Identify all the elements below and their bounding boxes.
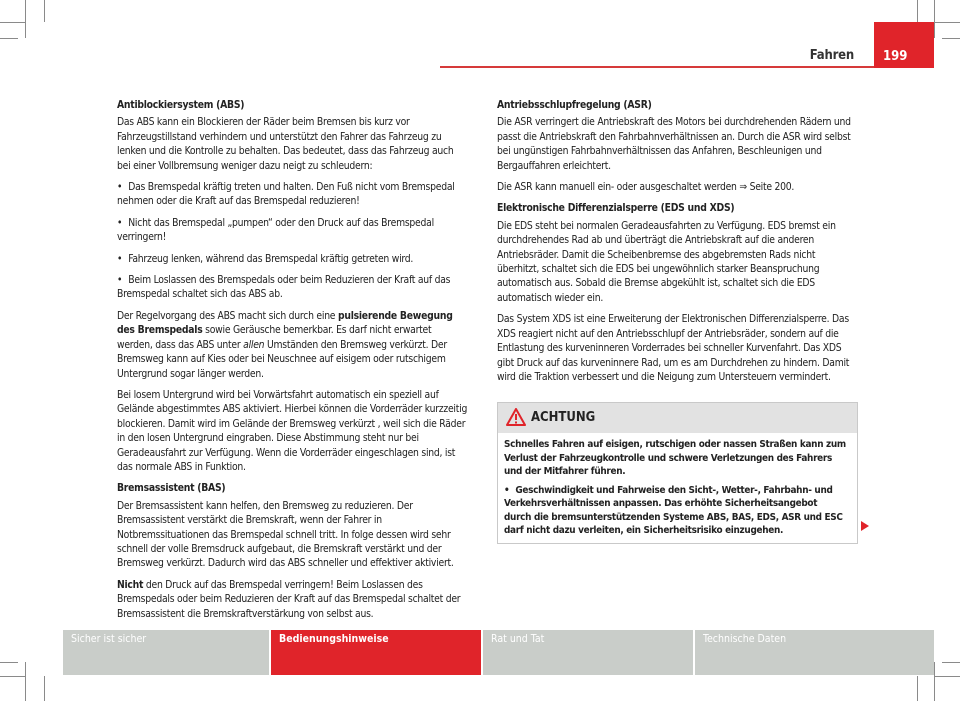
regel-post: Umständen den Bremsweg verkürzt. Der Bremsweg kann auf Kies oder bei Neuschnee auf eisigem oder rutschigem Untergrund sogar länger werden. xyxy=(117,338,447,380)
abs-loser-untergrund: Bei losem Untergrund wird bei Vorwärtsfahrt automatisch ein speziell auf Gelände abgestimmtes ABS aktiviert. Hierbei können die Vorderräder kurzzeitig blockieren. Damit wird im Gelände der Bremsweg verkürzt , weil sich die Räder in den losen Untergrund eingraben. Diese Abstimmung steht nur bei Geradeausfahrt zur Verfügung. Wenn die Vorderräder eingeschlagen sind, ist das normale ABS in Funktion. xyxy=(117,388,468,473)
xds-text: Das System XDS ist eine Erweiterung der Elektronischen Differenzialsperre. Das XDS reagiert nicht auf den Antriebsschlupf der Antriebsräder, sondern auf die Entlastung des kurveninneren Vorderrades bei schneller Kurvenfahrt. Das XDS gibt Druck auf das kurveninnere Rad, um es am Durchdrehen zu hindern. Damit wird die Traktion verbessert und die Neigung zum Untersteuern vermindert. xyxy=(497,313,850,383)
regel-pre: Der Regelvorgang des ABS macht sich durch eine xyxy=(117,309,338,322)
page-number-box xyxy=(874,22,934,68)
crop-mark xyxy=(934,22,960,23)
crop-mark xyxy=(25,662,26,701)
right-column xyxy=(497,98,854,391)
crop-mark xyxy=(934,662,935,701)
header-rule xyxy=(440,66,874,68)
bas-nicht xyxy=(117,578,469,621)
warning-bullet-text: Geschwindigkeit und Fahrweise den Sicht-, Wetter-, Fahrbahn- und Verkehrsverhältnissen anpassen. Das erhöhte Sicherheitsangebot durch die bremsunterstützenden Systeme ABS, BAS, EDS, ASR und ESC darf nicht dazu verleiten, ein Sicherheitsrisiko einzugehen. xyxy=(504,484,843,536)
abs-bullet-text: Fahrzeug lenken, während das Bremspedal kräftig getreten wird. xyxy=(128,252,414,265)
warning-title: ACHTUNG xyxy=(531,410,596,425)
crop-mark xyxy=(917,676,918,701)
crop-mark xyxy=(44,0,45,22)
abs-bullet: • Das Bremspedal kräftig treten und halten. Den Fuß nicht vom Bremspedal nehmen oder die Kraft auf das Bremspedal reduzieren! xyxy=(117,181,455,208)
crop-mark xyxy=(934,676,960,677)
asr-switch: Die ASR kann manuell ein- oder ausgeschaltet werden ⇒ Seite 200. xyxy=(497,181,795,194)
crop-mark xyxy=(25,0,26,38)
crop-mark xyxy=(934,0,935,38)
crop-mark xyxy=(0,38,18,39)
warning-text: Schnelles Fahren auf eisigen, rutschigen oder nassen Straßen kann zum Verlust der Fahrzeugkontrolle und schwere Verletzungen des Fahrers und der Mitfahrer führen. xyxy=(504,439,846,477)
eds-text: Die EDS steht bei normalen Geradeausfahrten zu Verfügung. EDS bremst ein durchdrehendes Rad ab und überträgt die Antriebskraft auf die anderen Antriebsräder. Damit die Scheibenbremse des abgebremsten Rads nicht überhitzt, schaltet sich die EDS bei ungewöhnlich starker Beanspruchung automatisch aus. Sobald die Bremse abgekühlt ist, schaltet sich die EDS automatisch wieder ein. xyxy=(497,219,836,304)
crop-mark xyxy=(942,38,960,39)
nicht-bold: Nicht xyxy=(117,578,144,591)
regel-bold: pulsierende Bewegung des Bremspedals xyxy=(117,309,453,337)
abs-bullet: • Fahrzeug lenken, während das Bremspedal kräftig getreten wird. xyxy=(117,252,414,265)
abs-heading: Antiblockiersystem (ABS) xyxy=(117,99,245,111)
crop-mark xyxy=(942,662,960,663)
crop-mark xyxy=(0,662,18,663)
warning-header xyxy=(498,403,857,433)
bas-heading: Bremsassistent (BAS) xyxy=(117,482,226,495)
regel-mid: sowie Geräusche bemerkbar. Es darf nicht erwartet werden, dass das ABS unter xyxy=(117,324,432,351)
eds-heading: Elektronische Differenzialsperre (EDS und XDS) xyxy=(497,202,735,215)
crop-mark xyxy=(0,22,25,23)
crop-mark xyxy=(917,0,918,22)
bas-text: Der Bremsassistent kann helfen, den Bremsweg zu reduzieren. Der Bremsassistent verstärkt die Bremskraft, wenn der Fahrer in Notbremssituationen das Bremspedal schnell tritt. In folge dessen wird sehr schnell der volle Bremsdruck aufgebaut, die Bremskraft verstärkt und der Bremsweg verkürzt. Dadurch wird das ABS schneller und effektiver aktiviert. xyxy=(117,499,454,570)
footer-tab-label: Rat und Tat xyxy=(491,633,545,645)
asr-heading: Antriebsschlupfregelung (ASR) xyxy=(497,99,652,111)
abs-bullet-text: Das Bremspedal kräftig treten und halten. Den Fuß nicht vom Bremspedal nehmen oder die Kraft auf das Bremspedal reduzieren! xyxy=(117,181,455,208)
crop-mark xyxy=(44,676,45,701)
abs-bullet-text: Nicht das Bremspedal „pumpen“ oder den Druck auf das Bremspedal verringern! xyxy=(117,216,434,244)
asr-text: Die ASR verringert die Antriebskraft des Motors bei durchdrehenden Rädern und passt die Antriebskraft den Fahrbahnverhältnissen an. Durch die ASR wird selbst bei ungünstigen Fahrbahnverhältnissen das Anfahren, Beschleunigen und Bergauffahren erleichtert. xyxy=(497,116,851,172)
continue-arrow-icon xyxy=(861,521,869,531)
regel-italic: allen xyxy=(243,338,265,351)
abs-bullet: • Beim Loslassen des Bremspedals oder beim Reduzieren der Kraft auf das Bremspedal schaltet sich das ABS ab. xyxy=(117,274,451,301)
warning-body xyxy=(504,438,846,543)
abs-intro: Das ABS kann ein Blockieren der Räder beim Bremsen bis kurz vor Fahrzeugstillstand verhindern und unterstützt den Fahrer das Fahrzeug zu lenken und die Kontrolle zu behalten. Das bedeutet, dass das Fahrzeug auch bei einer Vollbremsung weniger dazu neigt zu schleudern: xyxy=(117,116,454,172)
crop-mark xyxy=(0,676,25,677)
footer-tab-label: Technische Daten xyxy=(703,633,787,645)
chapter-title: Fahren xyxy=(809,48,854,63)
footer-tab-label: Bedienungshinweise xyxy=(279,633,389,645)
page-number: 199 xyxy=(883,49,908,64)
nicht-text: den Druck auf das Bremspedal verringern! Beim Loslassen des Bremspedals oder beim Reduzieren der Kraft auf das Bremspedal schaltet der Bremsassistent die Bremskraftverstärkung von selbst aus. xyxy=(117,578,461,620)
footer-tab-rat[interactable] xyxy=(483,630,693,675)
footer-tab-technik[interactable] xyxy=(695,630,934,675)
abs-bullet: • Nicht das Bremspedal „pumpen“ oder den Druck auf das Bremspedal verringern! xyxy=(117,216,434,244)
abs-bullet-text: Beim Loslassen des Bremspedals oder beim Reduzieren der Kraft auf das Bremspedal schaltet sich das ABS ab. xyxy=(117,274,451,301)
footer-tab-sicher[interactable] xyxy=(63,630,269,675)
warning-triangle-icon xyxy=(506,408,526,426)
abs-regelvorgang xyxy=(117,309,469,381)
warning-bullet: • Geschwindigkeit und Fahrweise den Sicht-, Wetter-, Fahrbahn- und Verkehrsverhältnissen anpassen. Das erhöhte Sicherheitsangebot durch die bremsunterstützenden Systeme ABS, BAS, EDS, ASR und ESC darf nicht dazu verleiten, ein Sicherheitsrisiko einzugehen. xyxy=(504,484,843,536)
footer-tab-label: Sicher ist sicher xyxy=(71,633,147,645)
left-column xyxy=(117,98,469,628)
footer-tab-bedienung[interactable] xyxy=(271,630,481,675)
warning-box xyxy=(497,402,858,544)
